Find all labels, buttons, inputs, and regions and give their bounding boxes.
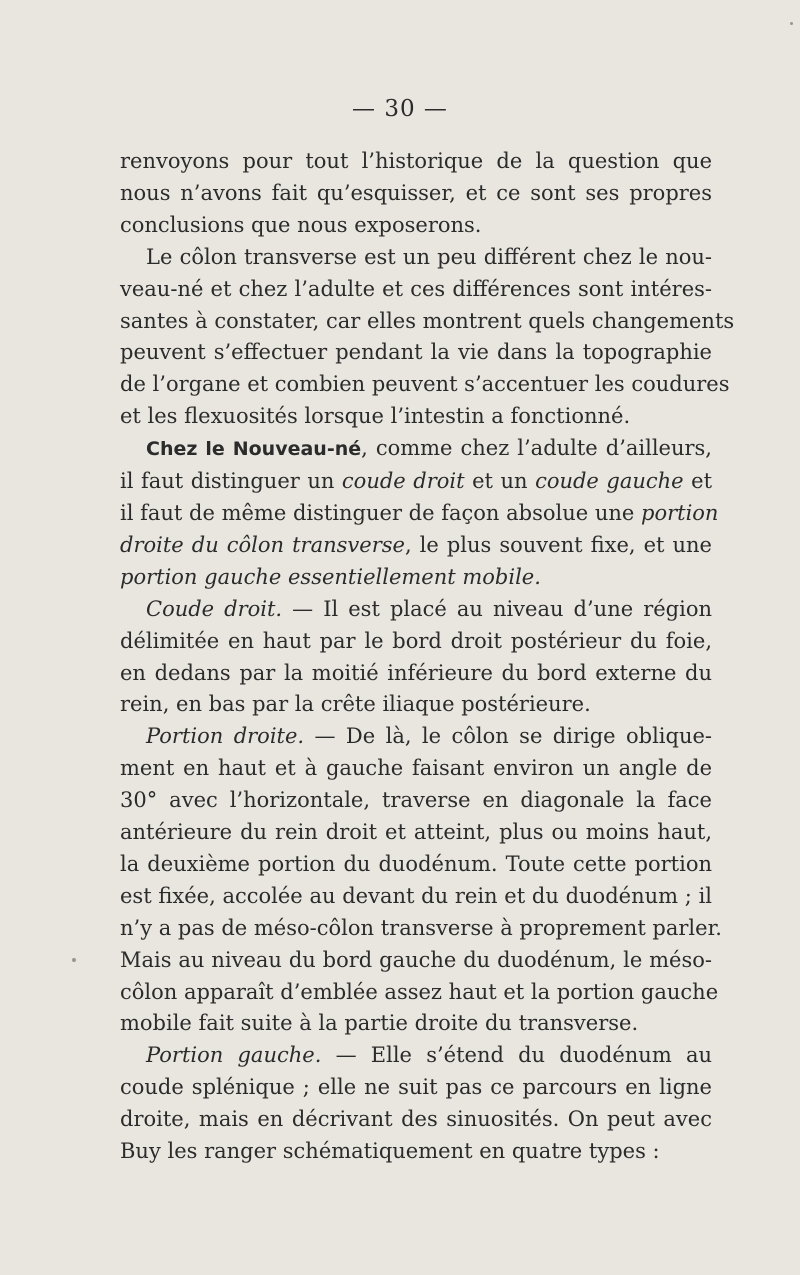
text-run: nous n’avons fait qu’esquisser, et ce sont ses propres [120,180,712,205]
italic-run: droite du côlon transverse [120,532,405,557]
text-line [120,369,730,401]
text-run: rein, en bas par la crête iliaque postérieure. [120,692,591,717]
text-run: Le côlon transverse est un peu différent chez le nou- [146,244,712,269]
text-line [120,274,712,306]
text-run: renvoyons pour tout l’historique de la question que [120,149,712,173]
text-line [120,210,712,242]
text-line [120,178,712,210]
text-run: 30° avec l’horizontale, traverse en diagonale la face [120,788,712,813]
text-run: veau-né et chez l’adulte et ces différences sont intéres- [120,276,712,301]
body-text [120,146,735,1168]
text-line [120,242,712,274]
paper-speck [790,22,793,25]
text-line [120,689,712,721]
text-run: mobile fait suite à la partie droite du transverse. [120,1011,639,1036]
text-run: , comme chez l’adulte d’ailleurs, [361,436,712,461]
text-run: — De là, le côlon se dirige oblique- [304,724,713,749]
text-line [120,562,712,594]
text-line [120,1072,712,1104]
text-line [120,1040,712,1072]
text-run: en dedans par la moitié inférieure du bord externe du [120,660,712,685]
text-run: Mais au niveau du bord gauche du duodénum, le méso- [120,947,712,972]
text-line [120,785,712,817]
text-run: n’y a pas de méso-côlon transverse à proprement parler. [120,915,722,940]
heading-run: Chez le Nouveau-né [146,438,362,461]
text-line [120,433,712,466]
text-run: la deuxième portion du duodénum. Toute cette portion [120,851,712,876]
text-line [120,466,712,498]
text-line [120,146,712,178]
text-line [120,721,712,753]
text-run: antérieure du rein droit et atteint, plus ou moins haut, [120,820,712,845]
text-line [120,1008,712,1040]
text-line [120,913,722,945]
text-line [120,658,712,690]
italic-run: Coude droit. [146,596,283,621]
text-run: de l’organe et combien peuvent s’accentuer les coudures [120,372,730,397]
text-run: coude splénique ; elle ne suit pas ce parcours en ligne [120,1075,712,1100]
text-line [120,1104,712,1136]
text-line [120,626,712,658]
page-number: — 30 — [352,96,448,122]
italic-run: coude droit [341,469,465,494]
italic-run: coude gauche [535,469,684,494]
text-line [120,817,712,849]
text-line [120,753,712,785]
text-run: et [683,469,713,494]
text-run: il faut de même distinguer de façon absolue une [120,500,641,525]
text-line [120,337,712,369]
text-line [120,306,735,338]
text-line [120,530,712,562]
text-line [120,945,712,977]
text-line [120,849,712,881]
text-run: Buy les ranger schématiquement en quatre types : [120,1139,660,1164]
text-run: et les flexuosités lorsque l’intestin a fonctionné. [120,404,631,429]
text-run: est fixée, accolée au devant du rein et du duodénum ; il [120,883,712,908]
text-run: droite, mais en décrivant des sinuosités. On peut avec [120,1107,712,1132]
text-run: il faut distinguer un [120,469,342,494]
italic-run: Portion gauche. [146,1043,322,1068]
text-run: délimitée en haut par le bord droit postérieur du foie, [120,628,712,653]
text-run: conclusions que nous exposerons. [120,212,482,237]
text-run: et un [464,469,536,494]
text-line [120,881,712,913]
text-line [120,401,712,433]
text-line [120,977,719,1009]
text-run: ment en haut et à gauche faisant environ un angle de [120,756,712,781]
text-run: peuvent s’effectuer pendant la vie dans la topographie [120,340,712,365]
italic-run: Portion droite. [146,724,305,749]
text-line [120,594,712,626]
text-line [120,1136,712,1168]
text-run: — Il est placé au niveau d’une région [282,596,712,621]
text-run: — Elle s’étend du duodénum au [321,1043,712,1068]
text-line [120,498,719,530]
text-run: côlon apparaît d’emblée assez haut et la portion gauche [120,979,719,1004]
text-run: santes à constater, car elles montrent quels changements [120,308,735,333]
text-run: , le plus souvent fixe, et une [404,532,712,557]
italic-run: portion [641,500,719,525]
paper-speck [72,958,76,962]
italic-run: portion gauche essentiellement mobile. [120,564,541,589]
